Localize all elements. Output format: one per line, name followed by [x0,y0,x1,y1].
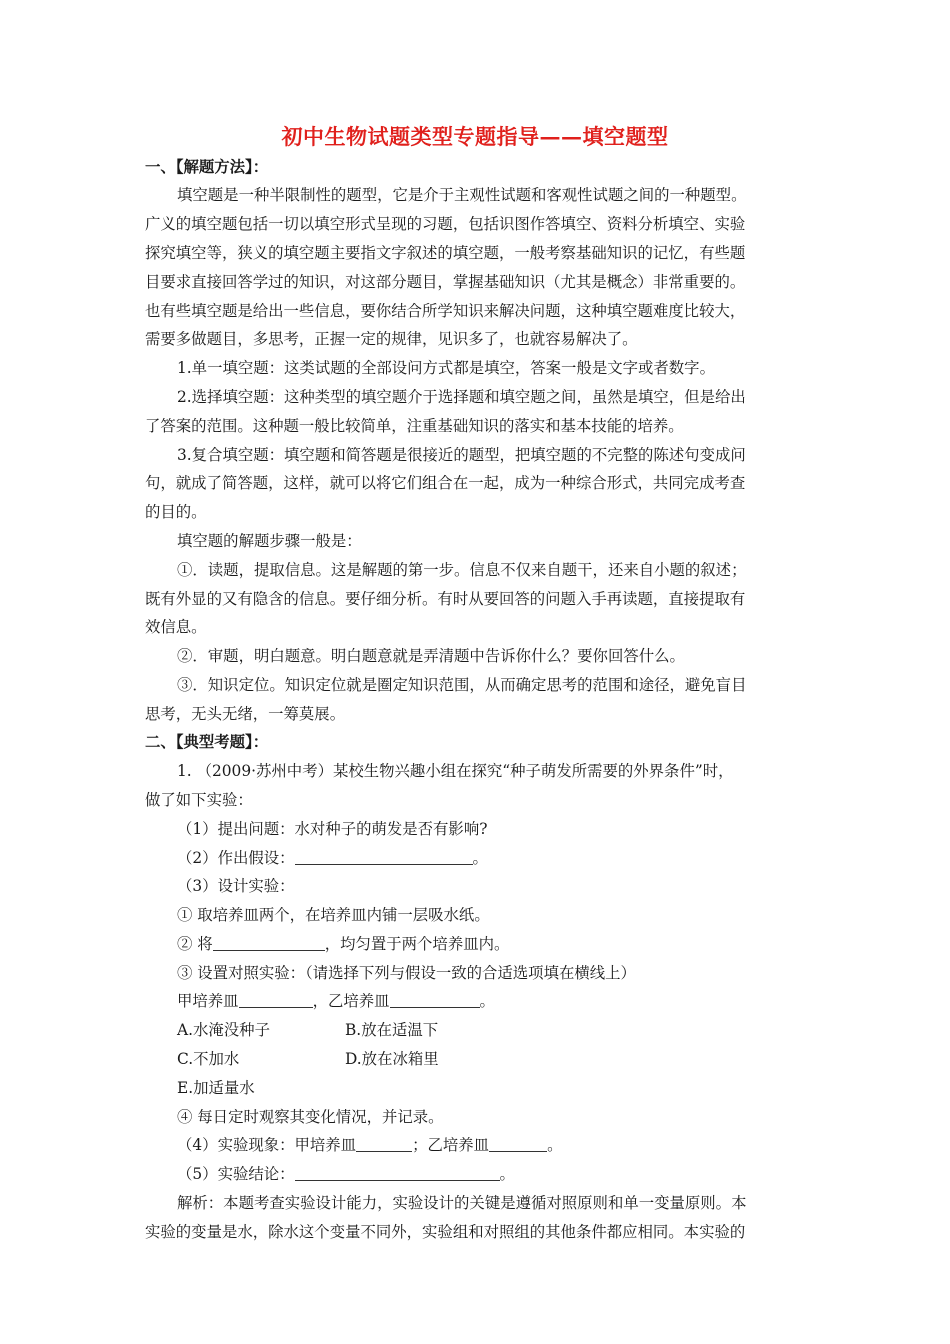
paragraph-line: 填空题的解题步骤一般是： [177,532,362,550]
answer-blank[interactable] [295,849,473,865]
paragraph-line: 思考，无头无绪，一筹莫展。 [145,705,346,723]
question-text: 甲培养皿 [177,992,239,1010]
question-part [177,1134,562,1156]
question-step: ③ 设置对照实验：（请选择下列与假设一致的合适选项填在横线上） [177,964,636,982]
answer-blank[interactable] [390,992,480,1008]
period: 。 [499,1165,515,1183]
question-line [177,990,495,1012]
paragraph-line: ③．知识定位。知识定位就是圈定知识范围，从而确定思考的范围和途径，避免盲目 [177,676,747,694]
section-heading-method: 一、【解题方法】： [145,158,269,176]
option-c: C.不加水 [177,1050,240,1068]
question-step: ① 取培养皿两个，在培养皿内铺一层吸水纸。 [177,906,490,924]
paragraph-line: 也有些填空题是给出一些信息，要你结合所学知识来解决问题，这种填空题难度比较大， [145,302,746,320]
answer-blank[interactable] [356,1136,412,1152]
question-text: ，乙培养皿 [312,992,390,1010]
question-part-label: （2）作出假设： [177,849,295,867]
period: 。 [472,849,488,867]
paragraph-line: 3.复合填空题：填空题和简答题是很接近的题型，把填空题的不完整的陈述句变成问 [177,446,746,464]
analysis-line: 解析：本题考查实验设计能力，实验设计的关键是遵循对照原则和单一变量原则。本 [177,1194,747,1212]
paragraph-line: 目要求直接回答学过的知识，对这部分题目，掌握基础知识（尤其是概念）非常重要的。 [145,273,746,291]
answer-blank[interactable] [489,1136,547,1152]
option-b: B.放在适温下 [345,1021,439,1039]
question-part: （1）提出问题：水对种子的萌发是否有影响? [177,820,488,838]
answer-blank[interactable] [295,1165,500,1181]
question-line: 1. （2009·苏州中考）某校生物兴趣小组在探究“种子萌发所需要的外界条件”时， [177,762,734,780]
question-text: ；乙培养皿 [412,1136,490,1154]
period: 。 [479,992,495,1010]
question-part [177,1163,515,1185]
analysis-line: 实验的变量是水，除水这个变量不同外，实验组和对照组的其他条件都应相同。本实验的 [145,1223,746,1241]
option-a: A.水淹没种子 [177,1021,270,1039]
paragraph-line: 填空题是一种半限制性的题型，它是介于主观性试题和客观性试题之间的一种题型。 [177,186,747,204]
question-part-label: （5）实验结论： [177,1165,295,1183]
section-heading-questions: 二、【典型考题】： [145,733,269,751]
question-step-text: ，均匀置于两个培养皿内。 [324,935,510,953]
paragraph-line: 需要多做题目，多思考，正握一定的规律，见识多了，也就容易解决了。 [145,330,638,348]
page-title: 初中生物试题类型专题指导——填空题型 [281,124,669,149]
option-e: E.加适量水 [177,1079,255,1097]
paragraph-line: 2.选择填空题：这种类型的填空题介于选择题和填空题之间，虽然是填空，但是给出 [177,388,746,406]
paragraph-line: 效信息。 [145,618,207,636]
paragraph-line: 1.单一填空题：这类试题的全部设问方式都是填空，答案一般是文字或者数字。 [177,359,715,377]
answer-blank[interactable] [213,935,325,951]
paragraph-line: 广义的填空题包括一切以填空形式呈现的习题，包括识图作答填空、资料分析填空、实验 [145,215,746,233]
paragraph-line: 句，就成了简答题，这样，就可以将它们组合在一起，成为一种综合形式，共同完成考查 [145,474,746,492]
option-d: D.放在冰箱里 [345,1050,439,1068]
question-step [177,933,509,955]
paragraph-line: 探究填空等，狭义的填空题主要指文字叙述的填空题，一般考察基础知识的记忆，有些题 [145,244,746,262]
question-step: ④ 每日定时观察其变化情况，并记录。 [177,1108,444,1126]
answer-blank[interactable] [239,992,313,1008]
period: 。 [547,1136,563,1154]
question-step-text: ② 将 [177,935,213,953]
question-part-label: （4）实验现象：甲培养皿 [177,1136,357,1154]
paragraph-line: ②．审题，明白题意。明白题意就是弄清题中告诉你什么？要你回答什么。 [177,647,685,665]
paragraph-line: 既有外显的又有隐含的信息。要仔细分析。有时从要回答的问题入手再读题，直接提取有 [145,590,746,608]
question-part [177,847,488,869]
paragraph-line: 了答案的范围。这种题一般比较简单，注重基础知识的落实和基本技能的培养。 [145,417,684,435]
question-part: （3）设计实验： [177,877,295,895]
paragraph-line: 的目的。 [145,503,207,521]
paragraph-line: ①．读题，提取信息。这是解题的第一步。信息不仅来自题干，还来自小题的叙述； [177,561,747,579]
question-line: 做了如下实验： [145,791,253,809]
